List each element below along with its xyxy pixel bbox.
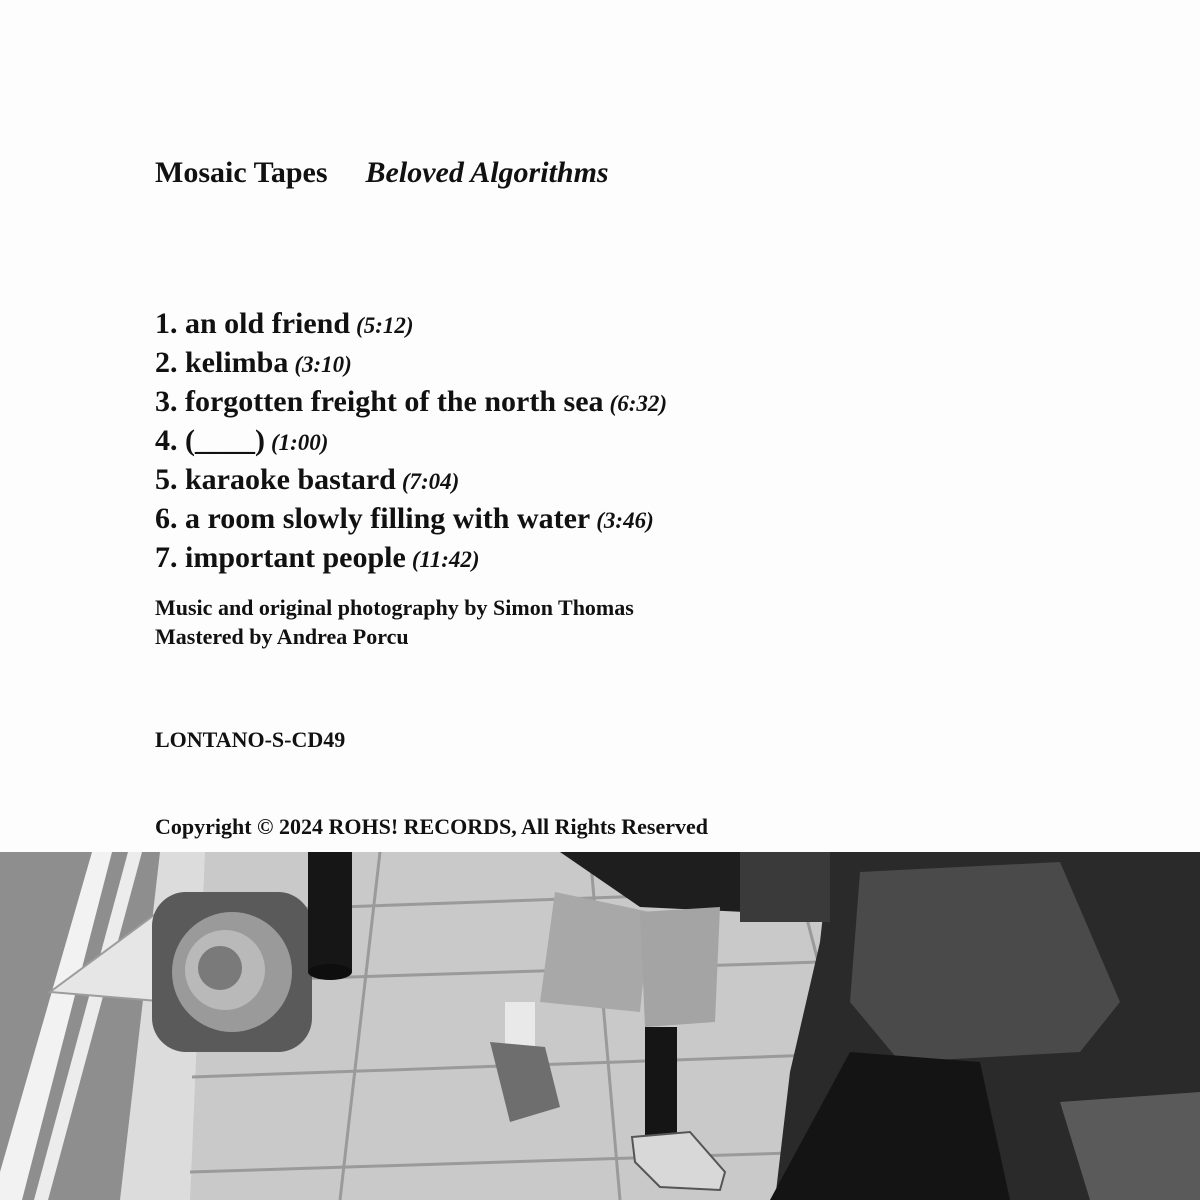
credits bbox=[155, 593, 634, 651]
track-item bbox=[155, 422, 667, 461]
track-title: 7. important people bbox=[155, 541, 406, 574]
album-title: Beloved Algorithms bbox=[365, 156, 609, 189]
track-item bbox=[155, 461, 667, 500]
tracklist bbox=[155, 305, 667, 578]
credit-mastering: Mastered by Andrea Porcu bbox=[155, 624, 409, 649]
catalog-number: LONTANO-S-CD49 bbox=[155, 727, 346, 752]
track-duration: (7:04) bbox=[401, 469, 460, 494]
track-item bbox=[155, 539, 667, 578]
track-duration: (11:42) bbox=[411, 547, 480, 572]
track-duration: (5:12) bbox=[356, 313, 414, 338]
track-duration: (3:10) bbox=[294, 352, 352, 377]
track-item bbox=[155, 344, 667, 383]
street-photo bbox=[0, 852, 1200, 1200]
track-duration: (1:00) bbox=[270, 430, 329, 455]
track-item bbox=[155, 500, 667, 539]
track-duration: (3:46) bbox=[596, 508, 654, 533]
track-title: 4. (____) bbox=[155, 424, 265, 457]
track-duration: (6:32) bbox=[609, 391, 668, 416]
track-item bbox=[155, 383, 667, 422]
credit-music: Music and original photography by Simon Thomas bbox=[155, 595, 634, 620]
track-title: 2. kelimba bbox=[155, 346, 289, 379]
track-title: 3. forgotten freight of the north sea bbox=[155, 385, 604, 418]
track-title: 5. karaoke bastard bbox=[155, 463, 396, 496]
track-title: 1. an old friend bbox=[155, 307, 351, 340]
artist-name: Mosaic Tapes bbox=[155, 156, 328, 189]
track-title: 6. a room slowly filling with water bbox=[155, 502, 591, 535]
copyright-notice: Copyright © 2024 ROHS! RECORDS, All Rights Reserved bbox=[155, 814, 709, 839]
track-item bbox=[155, 305, 667, 344]
release-header bbox=[155, 156, 609, 190]
